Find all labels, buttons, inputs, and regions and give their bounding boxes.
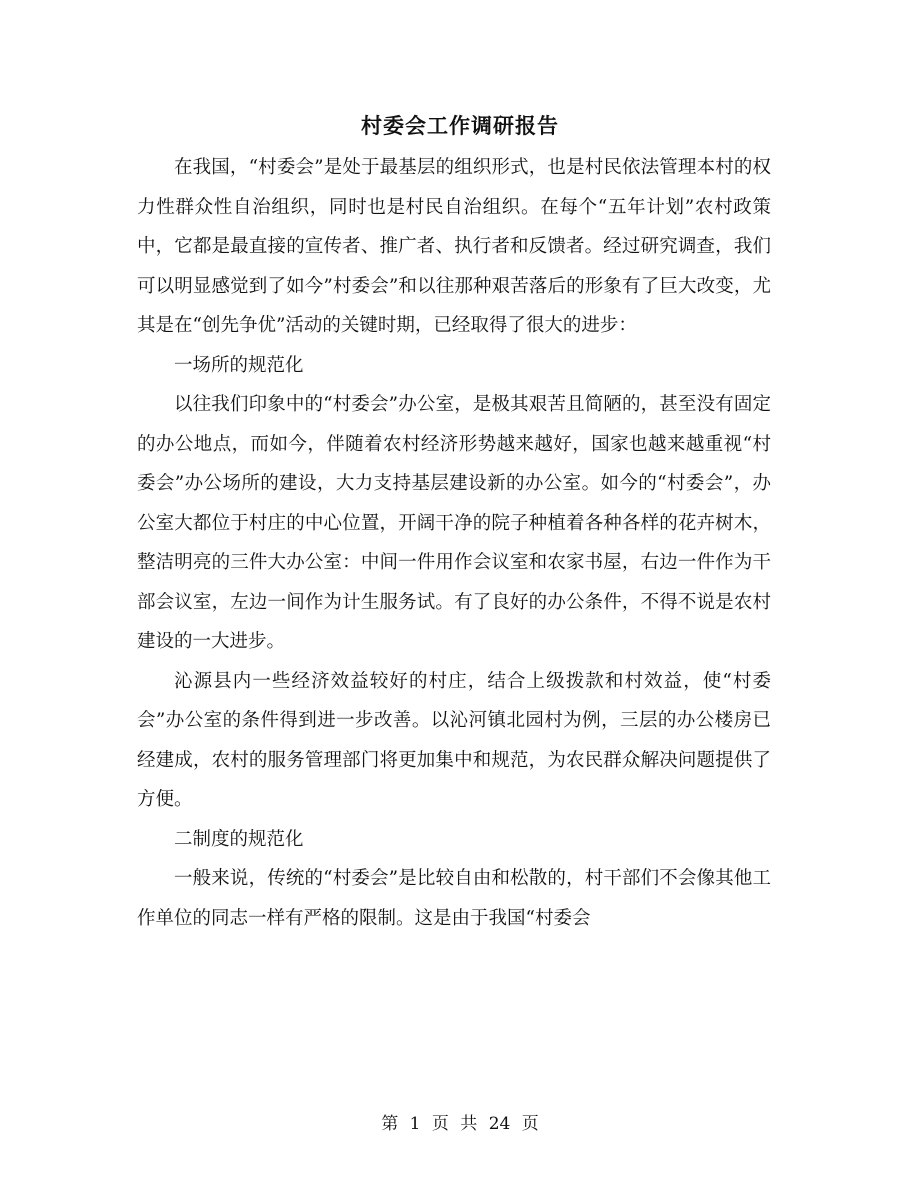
paragraph-qinyuan: 沁源县内一些经济效益较好的村庄，结合上级拨款和村效益，使“村委会”办公室的条件得到进一步改善。以沁河镇北园村为例，三层的办公楼房已经建成，农村的服务管理部门将更加集中和规范，为农民群众解决问题提供了方便。 bbox=[137, 670, 771, 810]
document-body bbox=[137, 148, 771, 938]
section-heading-1: 一场所的规范化 bbox=[174, 354, 304, 376]
paragraph-intro: 在我国，“村委会”是处于最基层的组织形式，也是村民依法管理本村的权力性群众性自治组织，同时也是村民自治组织。在每个“五年计划”农村政策中，它都是最直接的宣传者、推广者、执行者和反馈者。经过研究调查，我们可以明显感觉到了如今”村委会”和以往那种艰苦落后的形象有了巨大改变，尤其是在“创先争优”活动的关键时期，已经取得了很大的进步： bbox=[137, 157, 771, 336]
page-footer: 第 1 页 共 24 页 bbox=[381, 1114, 539, 1134]
section-heading-2: 二制度的规范化 bbox=[174, 828, 304, 850]
document-title: 村委会工作调研报告 bbox=[361, 113, 559, 138]
paragraph-venue: 以往我们印象中的“村委会”办公室，是极其艰苦且简陋的，甚至没有固定的办公地点，而如今，伴随着农村经济形势越来越好，国家也越来越重视“村委会”办公场所的建设，大力支持基层建设新的办公室。如今的“村委会”，办公室大都位于村庄的中心位置，开阔干净的院子种植着各种各样的花卉树木，整洁明亮的三件大办公室：中间一件用作会议室和农家书屋，右边一件作为干部会议室，左边一间作为计生服务试。有了良好的办公条件，不得不说是农村建设的一大进步。 bbox=[137, 394, 771, 652]
paragraph-system: 一般来说，传统的“村委会”是比较自由和松散的，村干部们不会像其他工作单位的同志一样有严格的限制。这是由于我国“村委会 bbox=[137, 868, 771, 929]
